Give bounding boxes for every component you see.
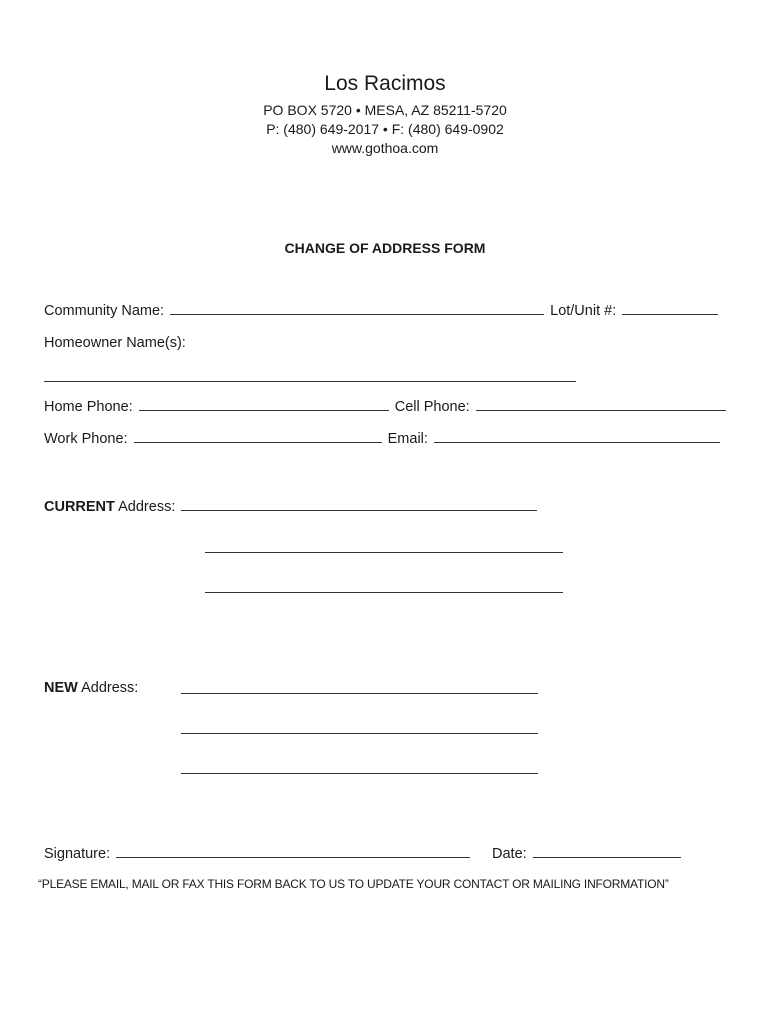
- current-address-line-3[interactable]: [205, 592, 563, 593]
- community-label: Community Name:: [44, 303, 165, 319]
- signature-field[interactable]: [116, 843, 470, 858]
- home-phone-label: Home Phone:: [44, 399, 133, 415]
- form-title: CHANGE OF ADDRESS FORM: [284, 240, 486, 256]
- website-link: www.gothoa.com: [331, 140, 439, 156]
- new-address-row: [44, 678, 138, 698]
- work-phone-field[interactable]: [134, 428, 382, 443]
- signature-label: Signature:: [44, 846, 111, 862]
- date-row: [492, 843, 683, 863]
- mailing-address: PO BOX 5720 • MESA, AZ 85211-5720: [263, 102, 507, 118]
- email-field[interactable]: [434, 428, 720, 443]
- new-address-line-3[interactable]: [181, 773, 538, 774]
- phone-row: [44, 396, 728, 416]
- community-row: [44, 300, 720, 320]
- date-label: Date:: [492, 846, 527, 862]
- new-bold-label: NEW: [44, 680, 78, 696]
- homeowner-name-field[interactable]: [44, 381, 576, 382]
- new-address-label: Address:: [81, 680, 139, 696]
- cell-phone-label: Cell Phone:: [394, 399, 470, 415]
- org-name: Los Racimos: [324, 72, 446, 95]
- current-address-line-1[interactable]: [181, 496, 537, 511]
- current-address-label: Address:: [118, 499, 176, 515]
- phone-fax-line: P: (480) 649-2017 • F: (480) 649-0902: [266, 121, 504, 137]
- cell-phone-field[interactable]: [476, 396, 726, 411]
- new-address-line-1[interactable]: [181, 693, 538, 694]
- signature-row: [44, 843, 472, 863]
- current-address-line-2[interactable]: [205, 552, 563, 553]
- new-address-line-2[interactable]: [181, 733, 538, 734]
- homeowner-label: Homeowner Name(s):: [44, 335, 186, 351]
- home-phone-field[interactable]: [139, 396, 389, 411]
- lot-label: Lot/Unit #:: [550, 303, 617, 319]
- current-bold-label: CURRENT: [44, 499, 115, 515]
- work-phone-label: Work Phone:: [44, 431, 128, 447]
- current-address-row: [44, 496, 539, 516]
- community-name-field[interactable]: [170, 300, 544, 315]
- email-label: Email:: [387, 431, 428, 447]
- work-email-row: [44, 428, 722, 448]
- date-field[interactable]: [533, 843, 681, 858]
- lot-unit-field[interactable]: [622, 300, 718, 315]
- return-instructions: “PLEASE EMAIL, MAIL OR FAX THIS FORM BACK TO US TO UPDATE YOUR CONTACT OR MAILING INFORMATION”: [38, 877, 669, 891]
